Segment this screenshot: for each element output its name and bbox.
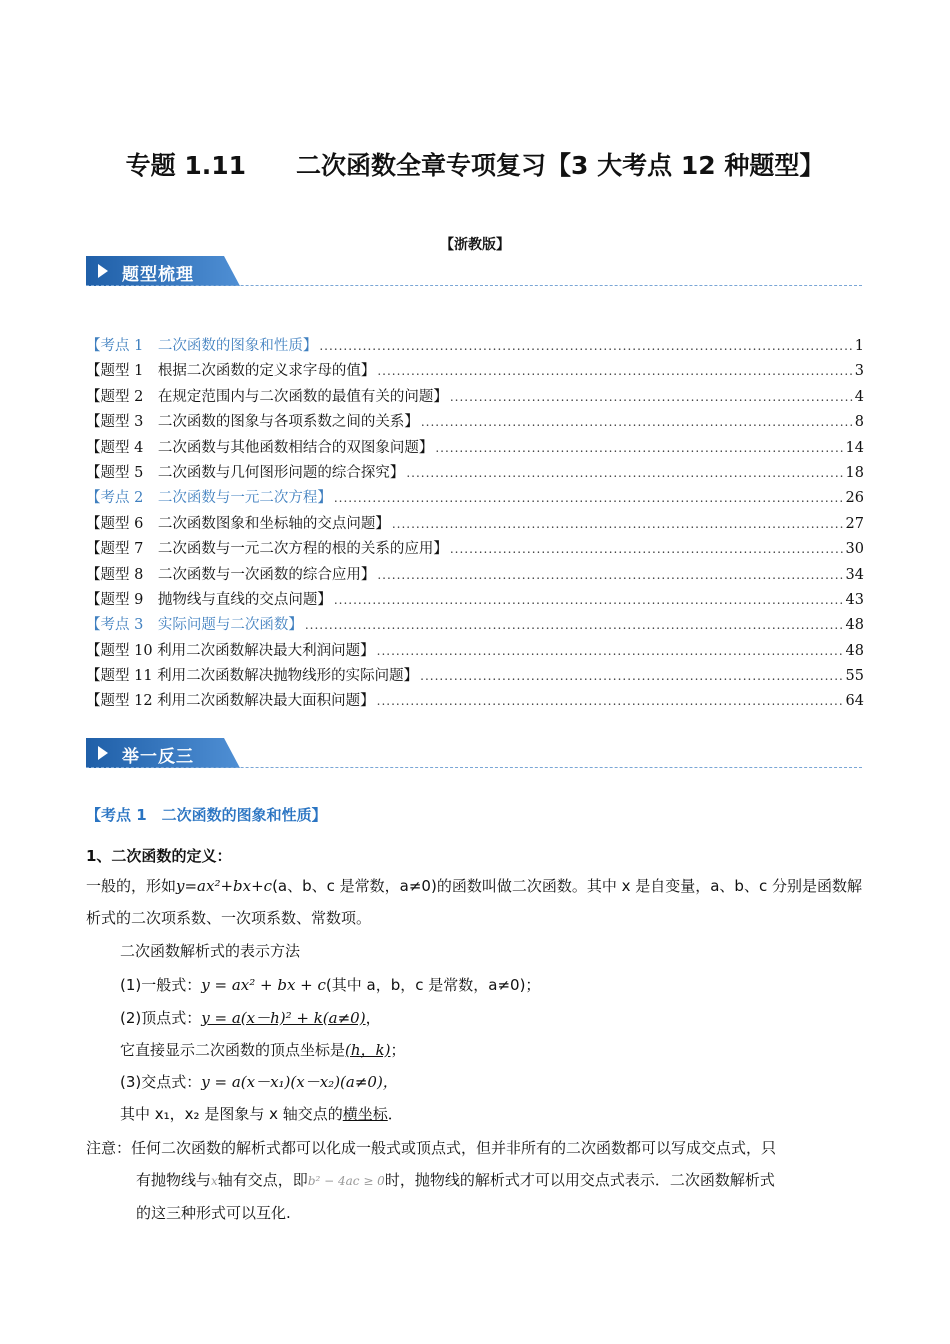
- toc-entry[interactable]: [86, 512, 864, 537]
- note-text-2: 有抛物线与: [136, 1171, 212, 1189]
- toc-entry-label: 【考点 1 二次函数的图象和性质】: [86, 338, 318, 354]
- vertex-formula: y = a(x－h)² + k(a≠0): [201, 1009, 366, 1027]
- note-x: x: [211, 1174, 218, 1188]
- banner-title: 题型梳理: [122, 265, 194, 285]
- toc-banner: [86, 256, 862, 288]
- note-label: 注意：: [86, 1139, 132, 1157]
- toc-leader-dots: [377, 364, 852, 378]
- toc-entry-page: 30: [845, 541, 864, 558]
- toc-entry-label: 【考点 2 二次函数与一元二次方程】: [86, 490, 332, 507]
- table-of-contents: [86, 334, 864, 715]
- def-text-2: (a、b、c 是常数，a≠0)的函数叫做二次函数。其中 x 是自变量，a、b、c 分别是函数解析式的二次项系数、一次项系数、常数项。: [86, 877, 862, 927]
- toc-entry[interactable]: [86, 689, 864, 714]
- page-title: 专题 1.11 二次函数全章专项复习【3 大考点 12 种题型】: [125, 151, 825, 180]
- toc-entry-page: 26: [845, 490, 864, 507]
- toc-entry-page: 4: [854, 388, 864, 405]
- vertex-description: [120, 1039, 406, 1060]
- toc-entry-page: 34: [845, 566, 864, 583]
- vertex-desc-end: ；: [390, 1041, 406, 1059]
- vertex-desc: 它直接显示二次函数的顶点坐标是: [120, 1041, 346, 1059]
- note-text-4: 时，抛物线的解析式才可以用交点式表示．二次函数解析式: [384, 1171, 775, 1189]
- note-paragraph: [86, 1132, 866, 1229]
- toc-entry-page: 1: [854, 338, 864, 354]
- intercept-form: [120, 1071, 398, 1092]
- toc-entry-label: 【题型 6 二次函数图象和坐标轴的交点问题】: [86, 515, 390, 532]
- toc-entry-page: 48: [845, 617, 864, 634]
- toc-leader-dots: [421, 415, 853, 429]
- banner-dotted-line: [86, 767, 862, 768]
- toc-entry-label: 【题型 8 二次函数与一次函数的综合应用】: [86, 566, 376, 583]
- toc-entry[interactable]: [86, 537, 864, 562]
- toc-entry[interactable]: [86, 563, 864, 588]
- definition-heading: 1、二次函数的定义：: [86, 847, 232, 865]
- def-text-1: 一般的，形如: [86, 877, 177, 895]
- toc-leader-dots: [377, 694, 844, 708]
- toc-leader-dots: [392, 517, 844, 531]
- toc-leader-dots: [334, 491, 844, 505]
- toc-entry[interactable]: [86, 410, 864, 435]
- toc-leader-dots: [450, 542, 844, 556]
- toc-leader-dots: [420, 669, 843, 683]
- toc-leader-dots: [377, 644, 844, 658]
- note-text-3: 轴有交点，即: [217, 1171, 308, 1189]
- toc-leader-dots: [305, 618, 844, 632]
- banner-title: 举一反三: [122, 747, 194, 767]
- toc-entry-page: 8: [854, 414, 864, 431]
- toc-entry-label: 【题型 5 二次函数与几何图形问题的综合探究】: [86, 464, 405, 481]
- toc-entry[interactable]: [86, 613, 864, 638]
- toc-entry-page: 55: [845, 668, 864, 685]
- toc-entry-page: 48: [845, 642, 864, 659]
- toc-entry-label: 【题型 10 利用二次函数解决最大利润问题】: [86, 642, 375, 659]
- toc-entry[interactable]: [86, 385, 864, 410]
- toc-leader-dots: [319, 339, 852, 353]
- toc-entry[interactable]: [86, 664, 864, 689]
- toc-entry-label: 【题型 2 在规定范围内与二次函数的最值有关的问题】: [86, 388, 448, 405]
- toc-entry-label: 【题型 4 二次函数与其他函数相结合的双图象问题】: [86, 439, 434, 456]
- vertex-end: ，: [365, 1009, 381, 1027]
- banner-dotted-line: [86, 285, 862, 286]
- note-line-1: [86, 1132, 866, 1164]
- general-label: (1)一般式：: [120, 976, 202, 994]
- toc-entry-page: 3: [854, 363, 864, 380]
- vertex-form: [120, 1007, 381, 1028]
- toc-leader-dots: [334, 593, 844, 607]
- note-line-2: [86, 1164, 866, 1197]
- section-heading: 【考点 1 二次函数的图象和性质】: [86, 806, 327, 824]
- toc-entry-label: 【题型 7 二次函数与一元二次方程的根的关系的应用】: [86, 541, 448, 558]
- toc-leader-dots: [450, 390, 853, 404]
- toc-entry-label: 【题型 9 抛物线与直线的交点问题】: [86, 591, 332, 608]
- roots-text: 其中 x₁，x₂ 是图象与 x 轴交点的: [120, 1105, 343, 1123]
- general-note: (其中 a，b，c 是常数，a≠0)；: [325, 976, 541, 994]
- toc-leader-dots: [406, 466, 843, 480]
- toc-entry[interactable]: [86, 359, 864, 384]
- edition-label: 【浙教版】: [440, 237, 510, 253]
- intercept-label: (3)交点式：: [120, 1073, 202, 1091]
- def-formula: y=ax²+bx+c: [176, 877, 273, 895]
- toc-entry[interactable]: [86, 639, 864, 664]
- note-text-1: 任何二次函数的解析式都可以化成一般式或顶点式，但并非所有的二次函数都可以写成交点式，只: [131, 1139, 777, 1157]
- toc-leader-dots: [435, 441, 843, 455]
- toc-entry-label: 【考点 3 实际问题与二次函数】: [86, 617, 303, 634]
- toc-entry[interactable]: [86, 436, 864, 461]
- general-form: [120, 974, 540, 995]
- toc-entry[interactable]: [86, 588, 864, 613]
- roots-end: ．: [387, 1105, 403, 1123]
- vertex-label: (2)顶点式：: [120, 1009, 202, 1027]
- roots-underlined: 横坐标: [342, 1105, 388, 1123]
- note-line-3: 的这三种形式可以互化.: [136, 1204, 291, 1222]
- toc-entry[interactable]: [86, 334, 864, 359]
- toc-entry-label: 【题型 12 利用二次函数解决最大面积问题】: [86, 693, 375, 710]
- toc-entry-label: 【题型 3 二次函数的图象与各项系数之间的关系】: [86, 414, 419, 431]
- roots-description: [120, 1103, 403, 1124]
- intercept-formula: y = a(x－x₁)(x－x₂)(a≠0)，: [201, 1073, 398, 1091]
- toc-entry-page: 27: [845, 515, 864, 532]
- toc-entry-page: 64: [845, 693, 864, 710]
- examples-banner: [86, 738, 862, 770]
- vertex-coord: (h，k): [345, 1041, 391, 1059]
- toc-entry-page: 43: [845, 591, 864, 608]
- toc-entry-page: 14: [845, 439, 864, 456]
- toc-leader-dots: [377, 568, 843, 582]
- toc-entry[interactable]: [86, 486, 864, 511]
- general-formula: y = ax² + bx + c: [201, 976, 326, 994]
- note-condition: b² − 4ac ≥ 0: [307, 1174, 385, 1188]
- toc-entry-page: 18: [845, 464, 864, 481]
- forms-intro: 二次函数解析式的表示方法: [120, 942, 301, 960]
- toc-entry-label: 【题型 11 利用二次函数解决抛物线形的实际问题】: [86, 668, 419, 685]
- definition-paragraph: [86, 870, 866, 934]
- toc-entry[interactable]: [86, 461, 864, 486]
- toc-entry-label: 【题型 1 根据二次函数的定义求字母的值】: [86, 363, 376, 380]
